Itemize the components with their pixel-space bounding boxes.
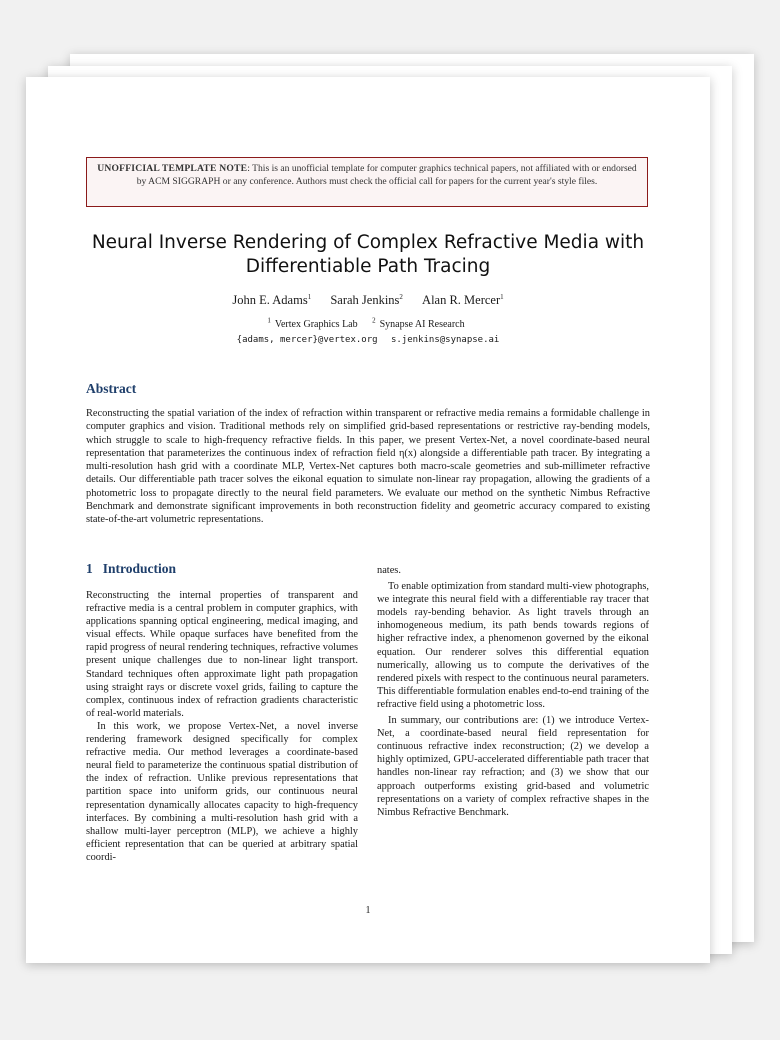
template-note-label: UNOFFICIAL TEMPLATE NOTE bbox=[97, 163, 248, 174]
affiliation bbox=[372, 319, 468, 330]
abstract-heading: Abstract bbox=[86, 381, 137, 396]
paragraph: To enable optimization from standard multi-view photographs, we integrate this neural field with a differentiable ray tracer that models ray-bending behavior. As light travels through an inhomogeneous medium, its path bends towards regions of higher refractive index, a phenomenon governed by the eikonal equation. Our renderer solves this differential equation numerically, allowing us to compute the derivatives of the rendered pixels with respect to the continuous neural parameters. This differentiable formulation enables end-to-end training of the refractive field using a photometric loss. bbox=[377, 581, 649, 710]
abstract-text: Reconstructing the spatial variation of the index of refraction within transparent or refractive media remains a formidable challenge in computer graphics and vision. Traditional methods rely on simplified grid-based representations or restrictive ray-bending models, which struggle to scale to high-frequency refractive fields. In this paper, we present Vertex-Net, a novel coordinate-based neural representation that parameterizes the continuous index of refraction field η(x) alongside a differentiable path tracer. By integrating a multi-resolution hash grid with a coordinate MLP, Vertex-Net captures both macro-scale geometries and sub-millimeter refractive details. Our differentiable path tracer solves the eikonal equation to simulate non-linear ray propagation, allowing the gradients of a photometric loss to propagate directly to the neural field parameters. We evaluate our method on the synthetic Nimbus Refractive Benchmark and demonstrate significant improvements in both reconstruction fidelity and geometric accuracy compared to existing state-of-the-art volumetric representations. bbox=[86, 408, 650, 526]
author-name: Alan R. Mercer bbox=[422, 293, 501, 308]
template-note-box bbox=[86, 157, 648, 207]
author-affil-mark: 1 bbox=[500, 293, 504, 301]
author-affil-mark: 1 bbox=[307, 293, 312, 301]
author bbox=[232, 293, 311, 307]
section-heading-introduction bbox=[86, 561, 176, 577]
paper-page bbox=[26, 77, 710, 963]
template-note-text: : This is an unofficial template for computer graphics technical papers, not affiliated with or endorsed by ACM SIGGRAPH or any conference. Authors must check the official call for papers for the current year's style files. bbox=[136, 163, 637, 187]
author-affil-mark: 2 bbox=[399, 293, 403, 301]
email: s.jenkins@synapse.ai bbox=[390, 335, 500, 345]
section-title: Introduction bbox=[102, 561, 177, 576]
affiliation-mark: 2 bbox=[372, 317, 376, 325]
right-column bbox=[377, 564, 649, 819]
paragraph: In summary, our contributions are: (1) we introduce Vertex-Net, a coordinate-based neural field representation for continuous refractive index reconstruction; (2) we develop a highly optimized, GPU-accelerated differentiable path tracer that handles non-linear ray refraction; and (3) we show that our approach outperforms existing grid-based and volumetric representations on a variety of complex refractive shapes in the Nimbus Refractive Benchmark. bbox=[377, 715, 649, 818]
page-number: 1 bbox=[365, 905, 371, 916]
author-name: John E. Adams bbox=[232, 293, 308, 308]
affiliation bbox=[267, 319, 361, 330]
author-name: Sarah Jenkins bbox=[330, 293, 400, 308]
affiliation-name: Synapse AI Research bbox=[379, 319, 465, 331]
author-list bbox=[66, 293, 670, 308]
section-number: 1 bbox=[86, 561, 93, 576]
paragraph: In this work, we propose Vertex-Net, a novel inverse rendering framework designed specifically for complex refractive media. Our method leverages a coordinate-based neural field to parameterize the continuous spatial distribution of the index of refraction. Unlike previous representations that partition space into uniform grids, our continuous neural representation dynamically allocates capacity to high-frequency interfaces. By combining a multi-resolution hash grid with a shallow multi-layer perceptron (MLP), we achieve a highly efficient representation that can be queried at arbitrary spatial coordi- bbox=[86, 720, 358, 863]
left-column bbox=[86, 589, 358, 864]
paragraph: nates. bbox=[377, 565, 401, 576]
email: {adams, mercer}@vertex.org bbox=[236, 335, 378, 345]
author bbox=[330, 293, 403, 307]
affiliation-name: Vertex Graphics Lab bbox=[274, 319, 358, 331]
author bbox=[422, 293, 504, 307]
paragraph: Reconstructing the internal properties of transparent and refractive media is a central problem in computer graphics, with applications spanning optical engineering, medical imaging, and visual effects. While opaque surfaces have benefited from the rapid progress of neural rendering techniques, refractive volumes present unique challenges due to non-linear light transport. Standard techniques often approximate light path propagation using straight rays or discrete voxel grids, failing to capture the complex, continuous index of refraction gradients characteristic of real-world materials. bbox=[86, 590, 358, 719]
affiliation-mark: 1 bbox=[267, 317, 271, 325]
email-list bbox=[66, 335, 670, 345]
paper-title: Neural Inverse Rendering of Complex Refractive Media with Differentiable Path Tracing bbox=[91, 232, 645, 277]
affiliation-list bbox=[66, 317, 670, 330]
